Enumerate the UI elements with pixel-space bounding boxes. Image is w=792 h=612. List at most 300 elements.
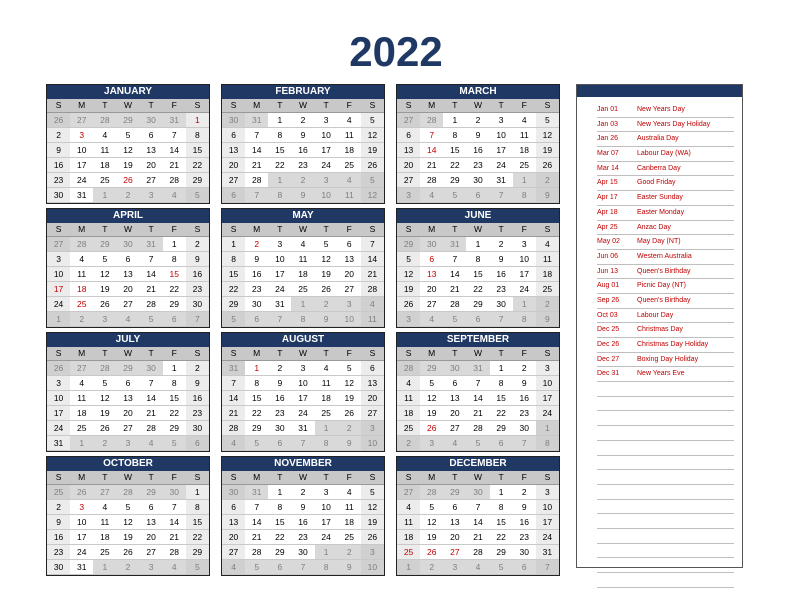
adjacent-month-day: 31 [140,237,163,252]
adjacent-month-day: 2 [536,297,559,312]
day-cell: 25 [536,282,559,297]
month-name: DECEMBER [397,457,559,471]
day-cell: 19 [338,391,361,406]
day-cell: 21 [361,267,384,282]
adjacent-month-day: 31 [245,485,268,500]
adjacent-month-day: 5 [186,560,209,575]
day-cell: 23 [490,282,513,297]
adjacent-month-day: 8 [536,436,559,451]
day-cell: 4 [338,113,361,128]
weekday-label: T [93,347,116,361]
day-cell: 29 [186,545,209,560]
day-cell: 2 [466,113,489,128]
weekday-label: M [420,471,443,485]
day-cell: 10 [513,252,536,267]
day-cell: 5 [536,113,559,128]
adjacent-month-day: 4 [466,560,489,575]
day-cell: 18 [536,267,559,282]
day-cell: 2 [186,237,209,252]
adjacent-month-day: 8 [513,188,536,203]
weekday-label: F [513,471,536,485]
day-cell: 21 [245,158,268,173]
day-cell: 13 [397,143,420,158]
day-cell: 13 [222,515,245,530]
day-cell: 1 [490,361,513,376]
day-cell: 1 [163,237,186,252]
day-cell: 27 [222,173,245,188]
day-cell: 7 [140,376,163,391]
adjacent-month-day: 7 [490,188,513,203]
month-name: FEBRUARY [222,85,384,99]
day-cell: 26 [338,406,361,421]
holiday-day-cell: 15 [163,267,186,282]
day-cell: 18 [315,391,338,406]
day-cell: 22 [186,530,209,545]
day-cell: 28 [140,297,163,312]
day-cell: 3 [47,252,70,267]
day-cell: 15 [268,515,291,530]
day-cell: 23 [268,406,291,421]
day-cell: 13 [338,252,361,267]
day-cell: 28 [163,173,186,188]
adjacent-month-day: 2 [291,173,314,188]
adjacent-month-day: 7 [513,436,536,451]
day-cell: 16 [490,267,513,282]
day-cell: 8 [490,376,513,391]
holiday-date: Aug 01 [597,282,620,290]
day-cell: 5 [93,376,116,391]
day-cell: 25 [93,545,116,560]
day-cell: 27 [116,297,139,312]
holiday-name: Boxing Day Holiday [637,355,699,363]
holiday-row [597,191,734,206]
day-cell: 19 [93,406,116,421]
adjacent-month-day: 7 [291,560,314,575]
holiday-date: Dec 27 [597,355,620,363]
day-cell: 24 [536,530,559,545]
day-cell: 8 [222,252,245,267]
holiday-name: Picnic Day (NT) [637,282,687,290]
day-cell: 16 [186,267,209,282]
day-cell: 6 [443,500,466,515]
adjacent-month-day: 3 [93,312,116,327]
day-cell: 2 [186,361,209,376]
adjacent-month-day: 4 [420,188,443,203]
weekday-label: S [47,471,70,485]
holiday-name: Labour Day (WA) [637,150,691,158]
adjacent-month-day: 2 [315,297,338,312]
blank-note-line [597,500,734,515]
month-name: AUGUST [222,333,384,347]
day-cell: 3 [315,113,338,128]
adjacent-month-day: 4 [420,312,443,327]
holiday-day-cell: 3 [70,128,93,143]
holiday-day-cell: 27 [443,545,466,560]
holiday-row [597,367,734,382]
month-name: SEPTEMBER [397,333,559,347]
day-cell: 4 [513,113,536,128]
weekday-label: W [116,223,139,237]
day-cell: 8 [490,500,513,515]
day-cell: 14 [361,252,384,267]
adjacent-month-day: 6 [245,312,268,327]
adjacent-month-day: 1 [93,560,116,575]
holiday-row [597,176,734,191]
adjacent-month-day: 2 [338,545,361,560]
holiday-name: Queen's Birthday [637,296,691,304]
day-cell: 11 [70,267,93,282]
day-cell: 6 [116,252,139,267]
day-cell: 24 [315,530,338,545]
day-cell: 9 [186,376,209,391]
blank-note-line [597,441,734,456]
adjacent-month-day: 9 [536,312,559,327]
day-cell: 7 [361,237,384,252]
day-cell: 11 [338,500,361,515]
day-cell: 24 [291,406,314,421]
weekday-label: W [466,471,489,485]
blank-note-line [597,397,734,412]
holiday-date: Dec 25 [597,326,620,334]
holiday-date: Mar 07 [597,150,619,158]
day-cell: 17 [315,515,338,530]
day-cell: 1 [163,361,186,376]
day-cell: 9 [490,252,513,267]
day-cell: 10 [536,376,559,391]
weekday-label: F [338,223,361,237]
day-cell: 18 [93,530,116,545]
day-cell: 13 [361,376,384,391]
month-april [46,208,210,328]
day-cell: 13 [443,391,466,406]
day-cell: 11 [513,128,536,143]
holiday-day-cell: 1 [245,361,268,376]
day-cell: 4 [93,500,116,515]
day-cell: 24 [513,282,536,297]
day-cell: 23 [186,406,209,421]
weekday-label: M [70,223,93,237]
day-cell: 6 [338,237,361,252]
adjacent-month-day: 3 [116,436,139,451]
day-cell: 21 [420,158,443,173]
day-cell: 14 [140,391,163,406]
day-cell: 18 [291,267,314,282]
adjacent-month-day: 2 [93,436,116,451]
day-cell: 20 [397,158,420,173]
day-cell: 19 [116,158,139,173]
day-cell: 10 [47,391,70,406]
adjacent-month-day: 5 [222,312,245,327]
holiday-day-cell: 18 [70,282,93,297]
day-cell: 12 [420,515,443,530]
day-cell: 28 [245,545,268,560]
day-cell: 5 [420,376,443,391]
weekday-label: S [361,223,384,237]
adjacent-month-day: 28 [70,237,93,252]
weekday-label: W [291,347,314,361]
adjacent-month-day: 10 [361,436,384,451]
holiday-row [597,279,734,294]
day-cell: 31 [536,545,559,560]
day-cell: 22 [163,282,186,297]
weekday-label: F [163,223,186,237]
day-cell: 8 [443,128,466,143]
weekday-label: T [140,99,163,113]
adjacent-month-day: 4 [163,560,186,575]
adjacent-month-day: 1 [397,560,420,575]
day-cell: 18 [397,406,420,421]
weekday-label: T [140,471,163,485]
holiday-date: Sep 26 [597,296,620,304]
day-cell: 26 [536,158,559,173]
day-cell: 16 [513,515,536,530]
blank-note-line [597,456,734,471]
adjacent-month-day: 7 [490,312,513,327]
adjacent-month-day: 6 [268,436,291,451]
day-cell: 30 [291,545,314,560]
holiday-day-cell: 26 [420,421,443,436]
adjacent-month-day: 2 [116,560,139,575]
day-cell: 9 [47,515,70,530]
holiday-row [597,353,734,368]
weekday-label: S [47,99,70,113]
day-cell: 10 [47,267,70,282]
adjacent-month-day: 7 [245,188,268,203]
weekday-label: S [222,471,245,485]
month-name: APRIL [47,209,209,223]
adjacent-month-day: 6 [222,188,245,203]
adjacent-month-day: 29 [116,113,139,128]
day-cell: 13 [116,391,139,406]
day-cell: 6 [443,376,466,391]
day-cell: 31 [490,173,513,188]
holiday-date: Apr 25 [597,223,618,231]
adjacent-month-day: 30 [140,113,163,128]
holiday-date: Apr 15 [597,179,618,187]
adjacent-month-day: 30 [140,361,163,376]
day-cell: 9 [268,376,291,391]
day-cell: 11 [397,515,420,530]
day-cell: 16 [186,391,209,406]
day-cell: 7 [163,500,186,515]
day-cell: 7 [466,500,489,515]
weekday-label: W [116,99,139,113]
blank-note-line [597,485,734,500]
day-cell: 6 [361,361,384,376]
day-cell: 1 [490,485,513,500]
adjacent-month-day: 2 [116,188,139,203]
day-cell: 14 [245,515,268,530]
weekday-label: W [466,223,489,237]
adjacent-month-day: 29 [397,237,420,252]
adjacent-month-day: 31 [245,113,268,128]
adjacent-month-day: 1 [315,421,338,436]
holiday-row [597,162,734,177]
day-cell: 18 [338,143,361,158]
holiday-day-cell: 14 [420,143,443,158]
weekday-label: S [361,347,384,361]
adjacent-month-day: 3 [420,436,443,451]
day-cell: 21 [443,282,466,297]
weekday-label: F [513,347,536,361]
day-cell: 12 [315,252,338,267]
weekday-label: T [93,471,116,485]
day-cell: 19 [116,530,139,545]
holiday-name: Australia Day [637,135,679,143]
day-cell: 28 [466,545,489,560]
weekday-label: T [315,347,338,361]
day-cell: 20 [140,530,163,545]
day-cell: 11 [536,252,559,267]
day-cell: 2 [291,485,314,500]
weekday-label: T [490,471,513,485]
day-cell: 26 [315,282,338,297]
weekday-label: T [315,471,338,485]
holiday-name: Queen's Birthday [637,267,691,275]
month-october [46,456,210,576]
day-cell: 5 [420,500,443,515]
day-cell: 29 [268,545,291,560]
day-cell: 5 [116,500,139,515]
holiday-name: Canberra Day [637,164,681,172]
day-cell: 20 [338,267,361,282]
day-cell: 27 [361,406,384,421]
day-cell: 8 [268,128,291,143]
holiday-name: Christmas Day Holiday [637,341,709,348]
day-cell: 18 [93,158,116,173]
day-cell: 31 [70,560,93,575]
day-cell: 28 [466,421,489,436]
blank-note-line [597,382,734,397]
holiday-name: May Day (NT) [637,238,681,246]
holiday-date: Jan 03 [597,120,619,128]
day-cell: 9 [245,252,268,267]
adjacent-month-day: 11 [338,188,361,203]
adjacent-month-day: 1 [291,297,314,312]
day-cell: 3 [513,237,536,252]
weekday-label: F [513,99,536,113]
day-cell: 19 [420,406,443,421]
adjacent-month-day: 12 [361,188,384,203]
adjacent-month-day: 3 [397,312,420,327]
holiday-name: Western Australia [637,252,692,260]
holiday-date: Oct 03 [597,311,618,319]
adjacent-month-day: 5 [443,312,466,327]
holiday-row [597,206,734,221]
day-cell: 24 [47,297,70,312]
adjacent-month-day: 28 [93,113,116,128]
weekday-label: M [245,471,268,485]
day-cell: 2 [490,237,513,252]
weekday-label: T [443,471,466,485]
adjacent-month-day: 4 [443,436,466,451]
adjacent-month-day: 1 [536,421,559,436]
day-cell: 15 [490,515,513,530]
holiday-date: May 02 [597,238,620,246]
adjacent-month-day: 4 [222,436,245,451]
holiday-name: Anzac Day [637,223,671,231]
month-june [396,208,560,328]
day-cell: 29 [490,421,513,436]
month-name: JULY [47,333,209,347]
day-cell: 5 [116,128,139,143]
day-cell: 10 [315,500,338,515]
weekday-label: T [490,347,513,361]
adjacent-month-day: 6 [268,560,291,575]
day-cell: 30 [490,297,513,312]
adjacent-month-day: 5 [443,188,466,203]
weekday-label: T [443,99,466,113]
day-cell: 8 [268,500,291,515]
holiday-row [597,309,734,324]
day-cell: 20 [443,530,466,545]
day-cell: 24 [70,545,93,560]
adjacent-month-day: 4 [361,297,384,312]
holiday-date: Apr 18 [597,208,618,216]
day-cell: 30 [186,421,209,436]
adjacent-month-day: 9 [338,560,361,575]
day-cell: 16 [47,530,70,545]
day-cell: 12 [361,128,384,143]
day-cell: 20 [222,158,245,173]
day-cell: 22 [268,158,291,173]
day-cell: 13 [140,515,163,530]
adjacent-month-day: 3 [397,188,420,203]
holiday-day-cell: 1 [186,113,209,128]
day-cell: 19 [361,515,384,530]
day-cell: 24 [268,282,291,297]
month-july [46,332,210,452]
adjacent-month-day: 2 [70,312,93,327]
weekday-label: M [70,471,93,485]
month-september [396,332,560,452]
day-cell: 11 [338,128,361,143]
day-cell: 10 [70,143,93,158]
month-name: MAY [222,209,384,223]
adjacent-month-day: 7 [268,312,291,327]
day-cell: 6 [140,500,163,515]
day-cell: 27 [140,545,163,560]
weekday-label: T [315,223,338,237]
holiday-row [597,235,734,250]
day-cell: 21 [163,158,186,173]
holiday-day-cell: 25 [397,545,420,560]
weekday-label: T [443,223,466,237]
adjacent-month-day: 6 [163,312,186,327]
weekday-label: F [338,347,361,361]
holiday-date: Dec 26 [597,341,620,348]
adjacent-month-day: 7 [291,436,314,451]
day-cell: 8 [245,376,268,391]
day-cell: 30 [466,173,489,188]
holiday-day-cell: 7 [420,128,443,143]
day-cell: 8 [186,128,209,143]
day-cell: 10 [315,128,338,143]
holiday-day-cell: 26 [116,173,139,188]
day-cell: 15 [466,267,489,282]
holiday-panel-header [577,85,742,97]
day-cell: 30 [245,297,268,312]
day-cell: 17 [513,267,536,282]
day-cell: 17 [315,143,338,158]
day-cell: 4 [70,376,93,391]
day-cell: 20 [361,391,384,406]
day-cell: 2 [47,128,70,143]
day-cell: 22 [163,406,186,421]
holiday-day-cell: 3 [70,500,93,515]
holiday-day-cell: 6 [420,252,443,267]
weekday-label: S [397,347,420,361]
